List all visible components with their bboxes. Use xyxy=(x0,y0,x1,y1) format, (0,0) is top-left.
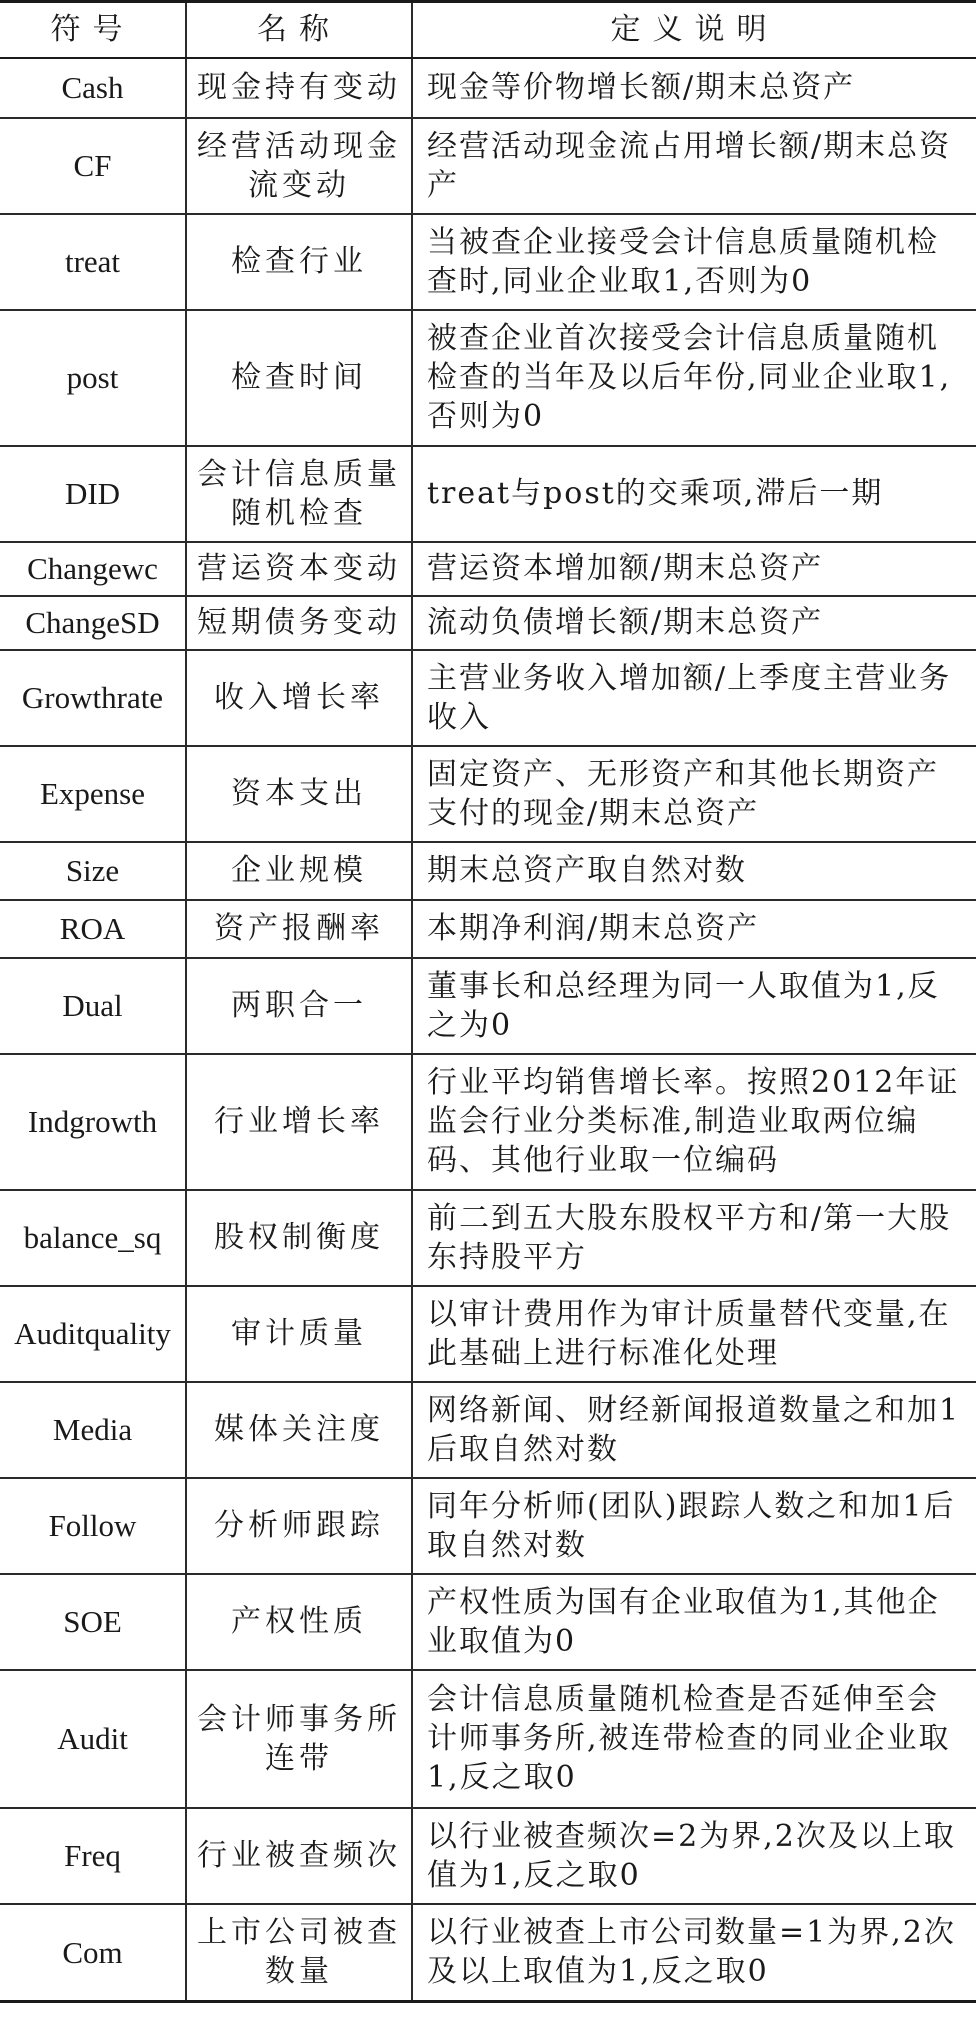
cell-definition: 同年分析师(团队)跟踪人数之和加1后取自然对数 xyxy=(412,1478,976,1574)
cell-name: 会计师事务所连带 xyxy=(186,1670,412,1808)
cell-name: 行业被查频次 xyxy=(186,1808,412,1904)
cell-definition: 营运资本增加额/期末总资产 xyxy=(412,542,976,596)
table-row xyxy=(0,1904,976,2002)
table-row xyxy=(0,596,976,650)
cell-definition: 现金等价物增长额/期末总资产 xyxy=(412,58,976,118)
table-row xyxy=(0,958,976,1054)
table-row xyxy=(0,310,976,446)
table-row xyxy=(0,1190,976,1286)
cell-symbol: Auditquality xyxy=(0,1286,186,1382)
cell-symbol: Growthrate xyxy=(0,650,186,746)
cell-symbol: CF xyxy=(0,118,186,214)
cell-symbol: balance_sq xyxy=(0,1190,186,1286)
table-row xyxy=(0,900,976,958)
cell-name: 股权制衡度 xyxy=(186,1190,412,1286)
cell-symbol: Follow xyxy=(0,1478,186,1574)
table-row xyxy=(0,1478,976,1574)
cell-symbol: post xyxy=(0,310,186,446)
cell-definition: 会计信息质量随机检查是否延伸至会计师事务所,被连带检查的同业企业取1,反之取0 xyxy=(412,1670,976,1808)
table-row xyxy=(0,542,976,596)
table-row xyxy=(0,842,976,900)
cell-definition: 经营活动现金流占用增长额/期末总资产 xyxy=(412,118,976,214)
cell-definition: 以行业被查上市公司数量=1为界,2次及以上取值为1,反之取0 xyxy=(412,1904,976,2002)
table-row xyxy=(0,1382,976,1478)
cell-name: 企业规模 xyxy=(186,842,412,900)
table-row xyxy=(0,746,976,842)
cell-symbol: Freq xyxy=(0,1808,186,1904)
cell-definition: 当被查企业接受会计信息质量随机检查时,同业企业取1,否则为0 xyxy=(412,214,976,310)
cell-symbol: treat xyxy=(0,214,186,310)
cell-definition: 本期净利润/期末总资产 xyxy=(412,900,976,958)
header-symbol: 符号 xyxy=(0,2,186,58)
cell-definition: 行业平均销售增长率。按照2012年证监会行业分类标准,制造业取两位编码、其他行业取一位编码 xyxy=(412,1054,976,1190)
table-row xyxy=(0,58,976,118)
cell-name: 现金持有变动 xyxy=(186,58,412,118)
cell-symbol: ChangeSD xyxy=(0,596,186,650)
table-row xyxy=(0,1286,976,1382)
cell-name: 审计质量 xyxy=(186,1286,412,1382)
table-row xyxy=(0,1808,976,1904)
cell-definition: 主营业务收入增加额/上季度主营业务收入 xyxy=(412,650,976,746)
header-name: 名称 xyxy=(186,2,412,58)
table-row xyxy=(0,1054,976,1190)
cell-name: 上市公司被查数量 xyxy=(186,1904,412,2002)
cell-name: 检查时间 xyxy=(186,310,412,446)
cell-definition: 流动负债增长额/期末总资产 xyxy=(412,596,976,650)
cell-name: 行业增长率 xyxy=(186,1054,412,1190)
cell-definition: 固定资产、无形资产和其他长期资产支付的现金/期末总资产 xyxy=(412,746,976,842)
cell-definition: treat与post的交乘项,滞后一期 xyxy=(412,446,976,542)
cell-symbol: DID xyxy=(0,446,186,542)
cell-name: 经营活动现金流变动 xyxy=(186,118,412,214)
cell-symbol: Dual xyxy=(0,958,186,1054)
cell-name: 资本支出 xyxy=(186,746,412,842)
cell-name: 两职合一 xyxy=(186,958,412,1054)
table-row xyxy=(0,214,976,310)
table-row xyxy=(0,1574,976,1670)
table-header xyxy=(0,2,976,58)
cell-name: 营运资本变动 xyxy=(186,542,412,596)
cell-symbol: Media xyxy=(0,1382,186,1478)
cell-name: 分析师跟踪 xyxy=(186,1478,412,1574)
table-row xyxy=(0,118,976,214)
cell-name: 产权性质 xyxy=(186,1574,412,1670)
cell-name: 收入增长率 xyxy=(186,650,412,746)
cell-definition: 产权性质为国有企业取值为1,其他企业取值为0 xyxy=(412,1574,976,1670)
table-row xyxy=(0,446,976,542)
header-definition: 定义说明 xyxy=(412,2,976,58)
cell-definition: 网络新闻、财经新闻报道数量之和加1后取自然对数 xyxy=(412,1382,976,1478)
cell-name: 媒体关注度 xyxy=(186,1382,412,1478)
cell-symbol: SOE xyxy=(0,1574,186,1670)
cell-symbol: Changewc xyxy=(0,542,186,596)
cell-definition: 被查企业首次接受会计信息质量随机检查的当年及以后年份,同业企业取1,否则为0 xyxy=(412,310,976,446)
cell-symbol: Expense xyxy=(0,746,186,842)
table-row xyxy=(0,1670,976,1808)
cell-definition: 以行业被查频次=2为界,2次及以上取值为1,反之取0 xyxy=(412,1808,976,1904)
cell-symbol: Audit xyxy=(0,1670,186,1808)
cell-definition: 前二到五大股东股权平方和/第一大股东持股平方 xyxy=(412,1190,976,1286)
cell-symbol: Com xyxy=(0,1904,186,2002)
cell-definition: 以审计费用作为审计质量替代变量,在此基础上进行标准化处理 xyxy=(412,1286,976,1382)
cell-symbol: Size xyxy=(0,842,186,900)
cell-symbol: Indgrowth xyxy=(0,1054,186,1190)
cell-name: 会计信息质量随机检查 xyxy=(186,446,412,542)
cell-name: 检查行业 xyxy=(186,214,412,310)
table-row xyxy=(0,650,976,746)
cell-symbol: ROA xyxy=(0,900,186,958)
table-body xyxy=(0,58,976,2002)
header-row xyxy=(0,2,976,58)
cell-definition: 董事长和总经理为同一人取值为1,反之为0 xyxy=(412,958,976,1054)
cell-name: 资产报酬率 xyxy=(186,900,412,958)
cell-definition: 期末总资产取自然对数 xyxy=(412,842,976,900)
cell-symbol: Cash xyxy=(0,58,186,118)
cell-name: 短期债务变动 xyxy=(186,596,412,650)
